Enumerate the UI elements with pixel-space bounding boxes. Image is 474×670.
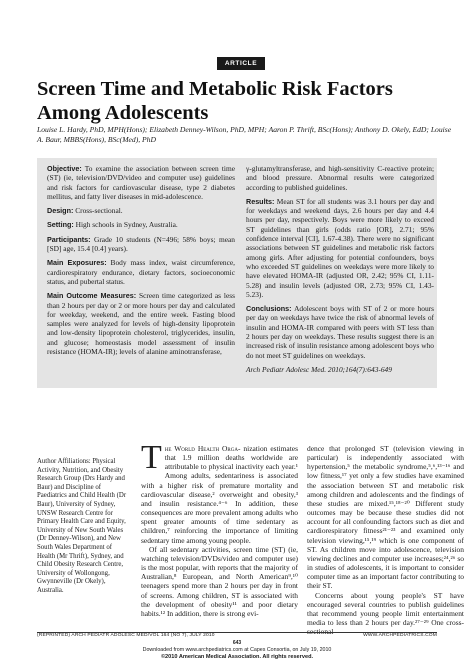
exposures-text: Body mass index, waist circumference, cardiorespiratory endurance, dietary factors, socioeconomic status, and pubertal status. <box>47 258 235 286</box>
setting-text: High schools in Sydney, Australia. <box>75 220 178 230</box>
conclusions-label: Conclusions: <box>246 304 292 314</box>
body-column-1 <box>141 439 298 618</box>
participants-text: Grade 10 students (N=496; 58% boys; mean [SD] age, 15.4 [0.4] years). <box>47 234 235 254</box>
abstract-participants <box>47 235 235 254</box>
setting-label: Setting: <box>47 220 74 230</box>
design-text: Cross-sectional. <box>75 206 123 216</box>
results-label: Results: <box>246 196 275 206</box>
article-type-tag: ARTICLE <box>217 57 265 70</box>
intro-paragraph-2: Of all sedentary activities, screen time (ST) (ie, watching television/DVDs/video and computer use) is the most popular, with reports that the majority of Australian,⁸ European, and North American⁹,¹⁰ teenagers spend more than 2 hours per day in front of screens. Among children, ST is associated with the development of obesity¹¹ and poor dietary habits.¹² In addition, there is strong evi- <box>141 544 298 618</box>
abstract-citation: Arch Pediatr Adolesc Med. 2010;164(7):643-649 <box>246 364 392 374</box>
conclusions-text: Adolescent boys with ST of 2 or more hours per day on weekdays have twice the risk of abnormal levels of insulin and HOMA-IR compared with peers with ST less than 2 hours per day on weekdays. These results suggest there is an increased risk of insulin resistance among adolescent boys who do not meet ST guidelines on weekdays. <box>246 304 434 360</box>
body-column-2 <box>307 444 464 636</box>
intro-text: nization estimates that 1.9 million deaths worldwide are attributable to physical inactivity each year.¹ Among adults, sedentariness is associated with a higher risk of premature mortality and cardiovascular disease,² overweight and obesity,³ and insulin resistance.⁴⁻⁶ In addition, these consequences are more prevalent among adults who spent greater amounts of time sedentary as children,⁷ reinforcing the importance of limiting sedentary time among young people. <box>141 444 298 545</box>
page-number: 643 <box>232 640 242 646</box>
results-text: Mean ST for all students was 3.1 hours per day and for weekdays and weekend days, 2.6 hours per day and 4.4 hours per day, respectively. Boys were more likely to exceed ST guidelines than girls (odds ratio [OR], 2.71; 95% confidence interval [CI], 1.67-4.38). There were no significant associations between ST guidelines and metabolic risk factors among girls. After adjusting for potential confounders, boys who exceeded ST guidelines on weekdays were more likely to have elevated HOMA-IR (adjusted OR, 2.42; 95% CI, 1.11-5.28) and insulin levels (adjusted OR, 2.73; 95% CI, 1.43-5.23). <box>246 196 434 299</box>
intro-paragraph-3: dence that prolonged ST (television viewing in particular) is independently associated with hypertension,⁵ the metabolic syndrome,⁵,⁶,¹³⁻¹⁶ and low fitness,¹⁷ yet only a few studies have examined the association between ST and metabolic risk among children and adolescents and the findings of these studies are mixed.¹⁵,¹⁸⁻²⁰ Different study outcomes may be because these studies did not account for all confounding factors such as diet and cardiorespiratory fitness²¹⁻²³ and examined only television viewing,¹⁵,¹⁹ which is one component of ST. As children move into adolescence, television viewing declines and computer use increases;²⁴,²⁶ so in studies of adolescents, it is important to consider computer time as an important factor contributing to their ST. <box>307 444 464 591</box>
abstract-design <box>47 206 235 215</box>
author-list: Louise L. Hardy, PhD, MPH(Hons); Elizabeth Denney-Wilson, PhD, MPH; Aaron P. Thrift, BSc(Hons); Anthony D. Okely, EdD; Louise A. Baur, MBBS(Hons), BSc(Med), PhD <box>37 125 452 145</box>
objective-text: To examine the association between screen time (ST) (ie, television/DVD/video and computer use) guidelines and risk factors for cardiovascular disease, type 2 diabetes mellitus, and fatty liver diseases in mid-adolescence. <box>47 164 235 201</box>
author-affiliations: Author Affiliations: Physical Activity, Nutrition, and Obesity Research Group (Drs Hardy and Baur) and Discipline of Paediatrics and Child Health (Dr Baur), University of Sydney, UNSW Research Centre for Primary Health Care and Equity, University of New South Wales (Dr Denney-Wilson), and New South Wales Department of Health (Mr Thrift), Sydney, and Child Obesity Research Centre, University of Wollongong, Gwynneville (Dr Okely), Australia. <box>37 458 127 594</box>
journal-url[interactable]: WWW.ARCHPEDIATRICS.COM <box>363 633 437 638</box>
outcome-label: Main Outcome Measures: <box>47 291 137 301</box>
copyright-notice: ©2010 American Medical Association. All rights reserved. <box>160 654 314 660</box>
abstract-outcome <box>47 291 235 356</box>
abstract-box <box>37 158 437 388</box>
abstract-outcome-continued: γ-glutamyltransferase, and high-sensitivity C-reactive protein; and blood pressure. Abnormal results were categorized according to published guidelines. <box>246 164 434 192</box>
abstract-objective <box>47 164 235 201</box>
outcome-text: Screen time categorized as less than 2 hours per day or 2 or more hours per day and calculated for weekday, weekend, and the entire week. Fasting blood samples were analyzed for levels of high-density lipoprotein and low-density lipoprotein cholesterol, triglycerides, insulin, and glucose; homeostasis model assessment of insulin resistance (HOMA-IR); levels of alanine aminotransferase, <box>47 291 235 357</box>
participants-label: Participants: <box>47 234 91 244</box>
drop-cap: T <box>141 439 162 476</box>
abstract-setting <box>47 220 235 229</box>
abstract-left-column <box>47 164 235 361</box>
abstract-results <box>246 197 434 299</box>
intro-paragraph-4: Concerns about young people's ST have encouraged several countries to publish guidelines that recommend young people limit entertainment media to less than 2 hours per day.²⁷⁻²⁹ One cross-sectional <box>307 590 464 637</box>
download-notice: Downloaded from www.archpediatrics.com at Capes Consortia, on July 19, 2010 <box>142 647 332 653</box>
abstract-conclusions <box>246 304 434 360</box>
exposures-label: Main Exposures: <box>47 258 107 268</box>
journal-issue: (REPRINTED) ARCH PEDIATR ADOLESC MED/VOL 164 (NO 7), JULY 2010 <box>37 633 215 638</box>
journal-footer <box>37 633 437 638</box>
design-label: Design: <box>47 206 74 216</box>
intro-paragraph-1 <box>141 439 298 545</box>
abstract-exposures <box>47 258 235 286</box>
intro-lead-text: he World Health Orga- <box>164 444 241 453</box>
abstract-right-column <box>246 164 434 379</box>
objective-label: Objective: <box>47 164 82 173</box>
article-title: Screen Time and Metabolic Risk Factors Among Adolescents <box>37 78 393 124</box>
